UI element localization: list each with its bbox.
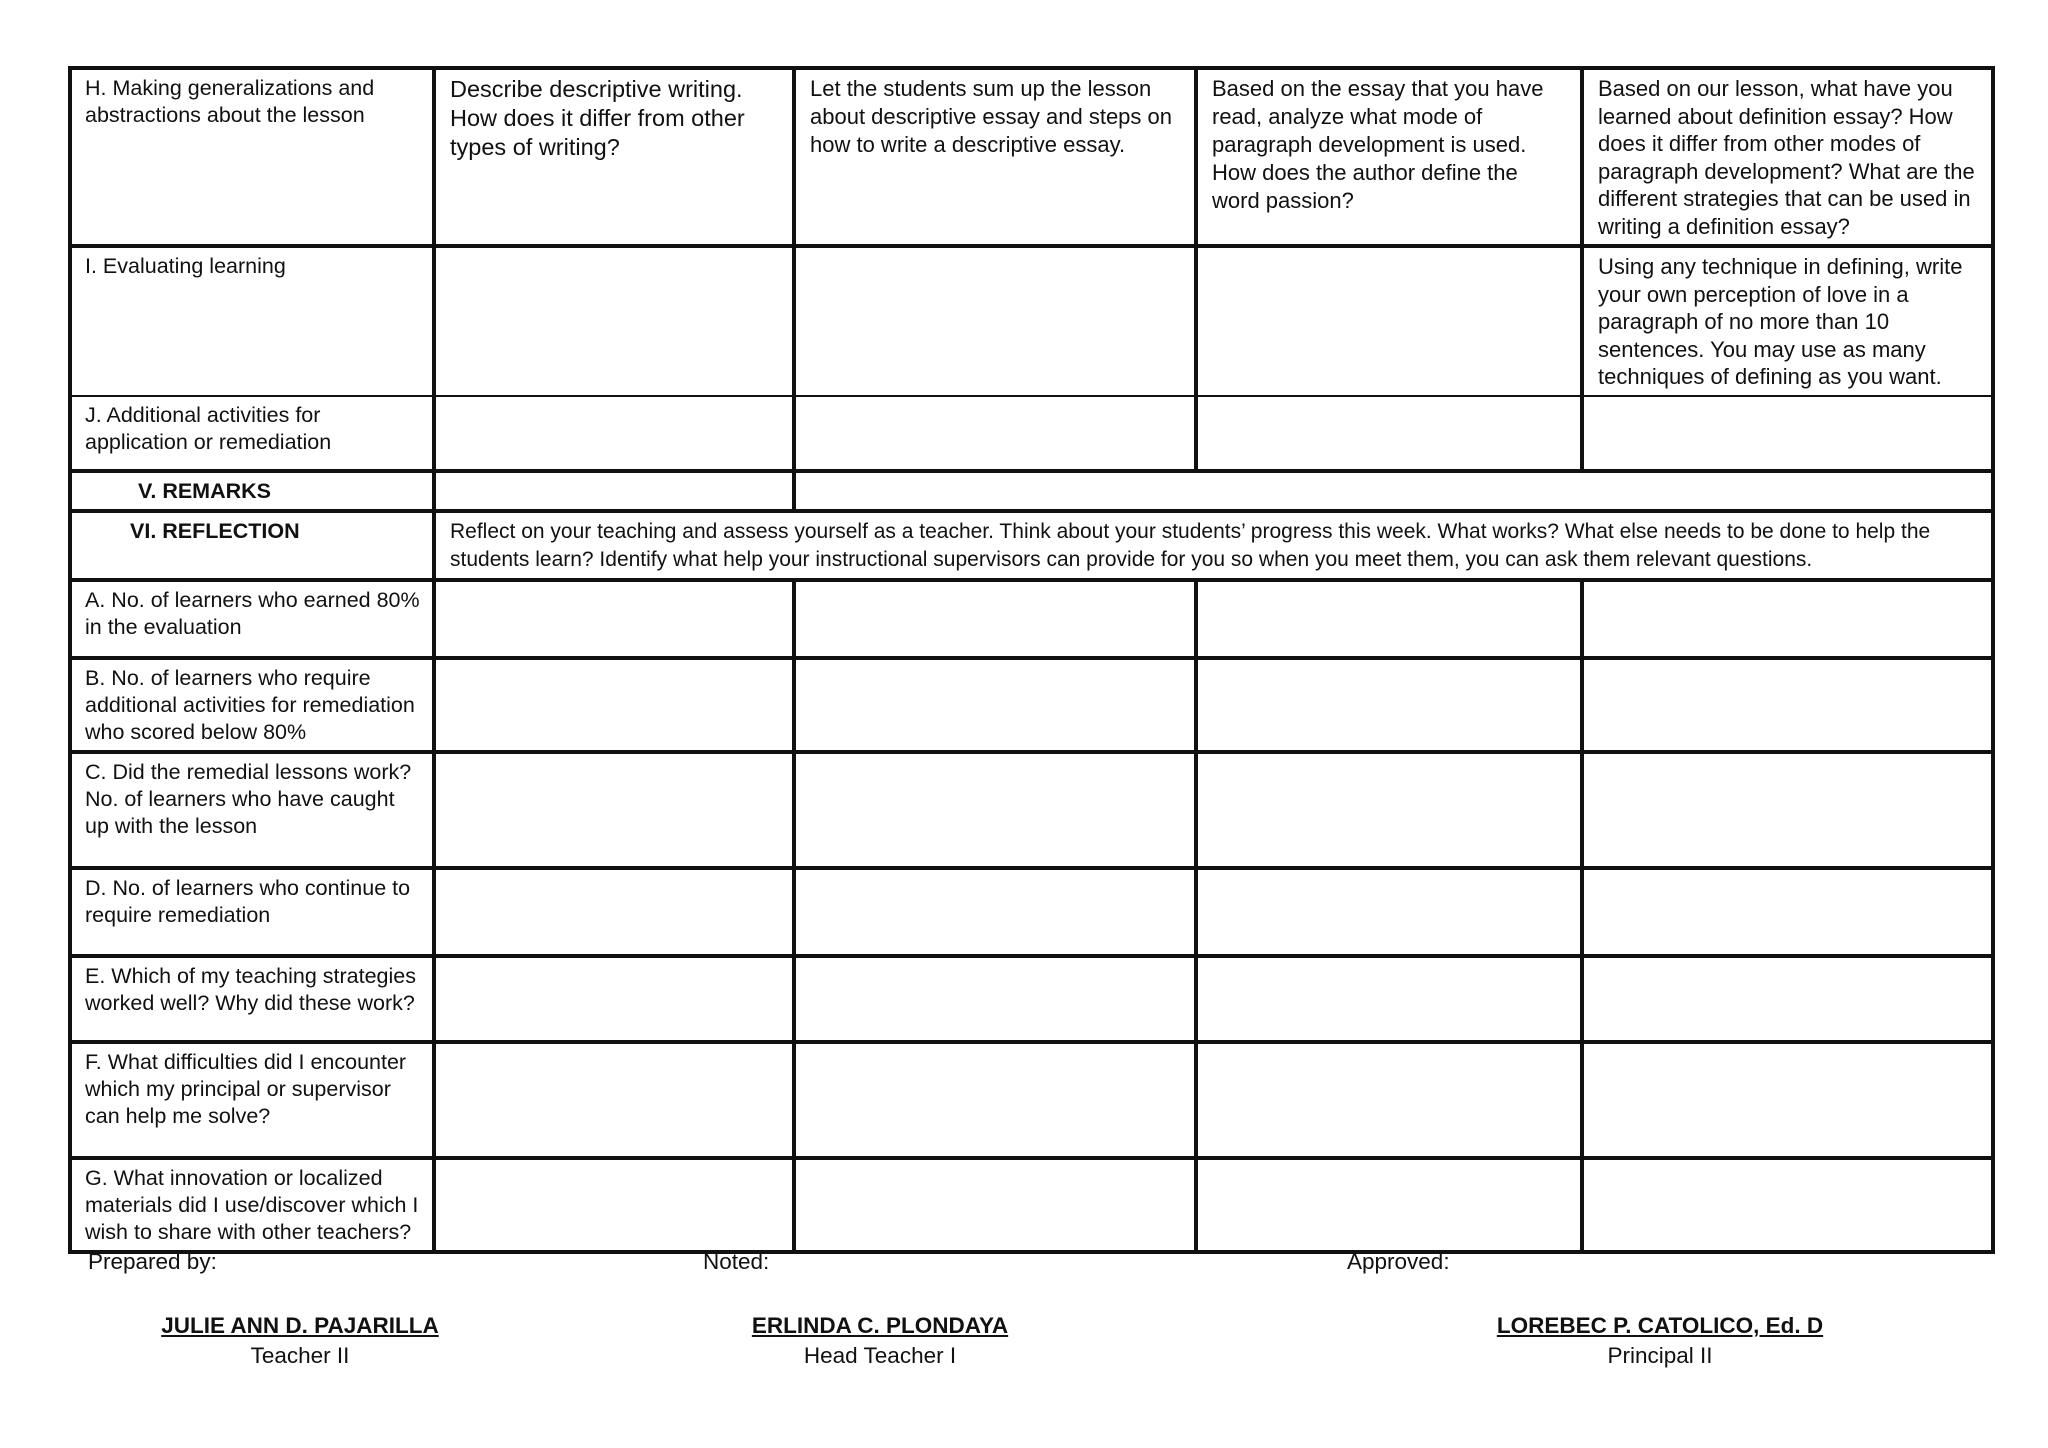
- cell-d-day1: [434, 868, 794, 956]
- approved-by-name: LOREBEC P. CATOLICO, Ed. D: [1496, 1313, 1824, 1338]
- cell-a-day3: [1196, 580, 1582, 658]
- cell-a-day4: [1582, 580, 1993, 658]
- approved-caption: Approved:: [1347, 1249, 1450, 1274]
- row-label-d: D. No. of learners who continue to require remediation: [70, 868, 434, 956]
- row-label-j: J. Additional activities for application or remediation: [70, 396, 434, 471]
- cell-c-day4: [1582, 752, 1993, 868]
- noted-caption: Noted:: [703, 1249, 770, 1274]
- cell-j-day4: [1582, 396, 1993, 471]
- row-j-additional-activities: [70, 396, 1993, 471]
- cell-d-day2: [794, 868, 1196, 956]
- row-label-e: E. Which of my teaching strategies worked well? Why did these work?: [70, 956, 434, 1042]
- cell-e-day1: [434, 956, 794, 1042]
- row-h-generalizations: [70, 68, 1993, 246]
- row-i-evaluating: [70, 246, 1993, 396]
- cell-b-day2: [794, 658, 1196, 752]
- cell-i-day4: Using any technique in defining, write your own perception of love in a paragraph of no more than 10 sentences. You may use as many techniques of defining as you want.: [1582, 246, 1993, 396]
- prepared-by-caption: Prepared by:: [88, 1249, 217, 1274]
- cell-a-day2: [794, 580, 1196, 658]
- cell-b-day3: [1196, 658, 1582, 752]
- row-b-require-remediation: [70, 658, 1993, 752]
- row-label-h: H. Making generalizations and abstractions about the lesson: [70, 68, 434, 246]
- noted-by-name: ERLINDA C. PLONDAYA: [751, 1313, 1009, 1338]
- cell-j-day2: [794, 396, 1196, 471]
- row-f-difficulties: [70, 1042, 1993, 1158]
- reflection-instructions: Reflect on your teaching and assess yourself as a teacher. Think about your students’ progress this week. What works? What else needs to be done to help the students learn? Identify what help your instructional supervisors can provide for you so when you meet them, you can ask them relevant questions.: [434, 511, 1993, 580]
- cell-i-day1: [434, 246, 794, 396]
- cell-f-day4: [1582, 1042, 1993, 1158]
- cell-e-day3: [1196, 956, 1582, 1042]
- cell-a-day1: [434, 580, 794, 658]
- cell-c-day3: [1196, 752, 1582, 868]
- cell-i-day3: [1196, 246, 1582, 396]
- cell-g-day2: [794, 1158, 1196, 1252]
- cell-g-day4: [1582, 1158, 1993, 1252]
- row-label-b: B. No. of learners who require additional activities for remediation who scored below 80%: [70, 658, 434, 752]
- cell-f-day2: [794, 1042, 1196, 1158]
- cell-g-day1: [434, 1158, 794, 1252]
- cell-remarks-rest: [794, 471, 1993, 511]
- remarks-label: V. REMARKS: [70, 471, 434, 511]
- row-remarks: [70, 471, 1993, 511]
- cell-b-day1: [434, 658, 794, 752]
- cell-j-day1: [434, 396, 794, 471]
- cell-e-day2: [794, 956, 1196, 1042]
- reflection-label: VI. REFLECTION: [70, 511, 434, 580]
- cell-e-day4: [1582, 956, 1993, 1042]
- row-label-g: G. What innovation or localized materials did I use/discover which I wish to share with other teachers?: [70, 1158, 434, 1252]
- row-label-a: A. No. of learners who earned 80% in the evaluation: [70, 580, 434, 658]
- row-label-c: C. Did the remedial lessons work? No. of learners who have caught up with the lesson: [70, 752, 434, 868]
- prepared-by-name: JULIE ANN D. PAJARILLA: [161, 1313, 439, 1338]
- cell-f-day3: [1196, 1042, 1582, 1158]
- cell-remarks-day1: [434, 471, 794, 511]
- cell-j-day3: [1196, 396, 1582, 471]
- cell-g-day3: [1196, 1158, 1582, 1252]
- row-a-earned-80: [70, 580, 1993, 658]
- cell-h-day2: Let the students sum up the lesson about descriptive essay and steps on how to write a descriptive essay.: [794, 68, 1196, 246]
- cell-h-day3: Based on the essay that you have read, analyze what mode of paragraph development is used. How does the author define the word passion?: [1196, 68, 1582, 246]
- cell-b-day4: [1582, 658, 1993, 752]
- row-label-f: F. What difficulties did I encounter which my principal or supervisor can help me solve?: [70, 1042, 434, 1158]
- cell-c-day1: [434, 752, 794, 868]
- row-label-i: I. Evaluating learning: [70, 246, 434, 396]
- cell-f-day1: [434, 1042, 794, 1158]
- row-g-innovation: [70, 1158, 1993, 1252]
- lesson-log-table: [68, 66, 1995, 1254]
- row-c-remedial-lessons: [70, 752, 1993, 868]
- row-reflection: [70, 511, 1993, 580]
- cell-d-day3: [1196, 868, 1582, 956]
- cell-i-day2: [794, 246, 1196, 396]
- cell-c-day2: [794, 752, 1196, 868]
- prepared-by-title: Teacher II: [250, 1343, 350, 1368]
- cell-h-day1: Describe descriptive writing. How does it differ from other types of writing?: [434, 68, 794, 246]
- row-d-continue-remediation: [70, 868, 1993, 956]
- approved-by-title: Principal II: [1607, 1343, 1713, 1368]
- cell-h-day4: Based on our lesson, what have you learned about definition essay? How does it differ from other modes of paragraph development? What are the different strategies that can be used in writing a definition essay?: [1582, 68, 1993, 246]
- noted-by-title: Head Teacher I: [803, 1343, 957, 1368]
- row-e-teaching-strategies: [70, 956, 1993, 1042]
- cell-d-day4: [1582, 868, 1993, 956]
